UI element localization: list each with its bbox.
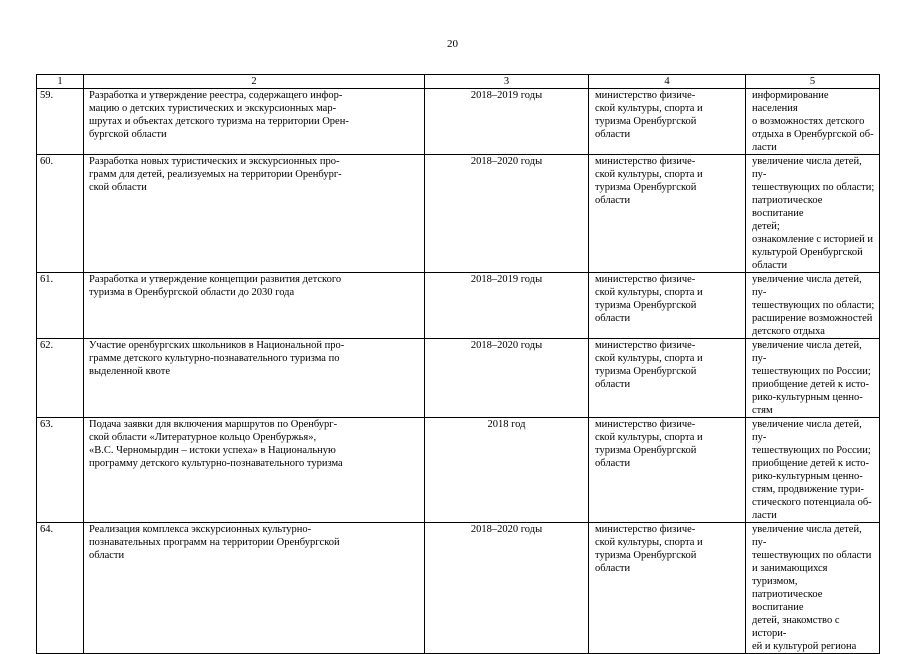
table-row (37, 523, 880, 654)
row-number: 59. (37, 89, 84, 155)
expected-result (746, 273, 880, 339)
column-number: 1 (37, 75, 84, 89)
implementation-period: 2018 год (425, 418, 589, 523)
responsible-executor-line: ской культуры, спорта и (595, 287, 703, 298)
responsible-executor-line: министерство физиче- (595, 419, 696, 430)
responsible-executor-line: области (595, 379, 631, 390)
responsible-executor-line: министерство физиче- (595, 156, 696, 167)
expected-result-line: тешествующих по области (752, 550, 872, 561)
row-number: 64. (37, 523, 84, 654)
expected-result-line: увеличение числа детей, пу- (752, 524, 862, 548)
responsible-executor (589, 273, 746, 339)
responsible-executor-line: области (595, 313, 631, 324)
measure-description-line: туризма в Оренбургской области до 2030 года (89, 287, 295, 298)
expected-result-line: ласти (752, 142, 777, 153)
expected-result-line: о возможностях детского (752, 116, 865, 127)
responsible-executor-line: области (595, 458, 631, 469)
expected-result-line: приобщение детей к исто- (752, 458, 870, 469)
expected-result-line: патриотическое воспитание (752, 589, 823, 613)
responsible-executor-line: области (595, 195, 631, 206)
expected-result-line: приобщение детей к исто- (752, 379, 870, 390)
expected-result-line: рико-культурным ценно- (752, 471, 863, 482)
expected-result-line: отдыха в Оренбургской об- (752, 129, 874, 140)
expected-result-line: ласти (752, 510, 777, 521)
measure-description-line: Разработка новых туристических и экскурсионных про- (89, 156, 340, 167)
expected-result-line: стям (752, 405, 773, 416)
expected-result-line: информирование населения (752, 90, 829, 114)
measure-description-line: ской области (89, 182, 147, 193)
measure-description (84, 418, 425, 523)
expected-result (746, 418, 880, 523)
expected-result (746, 155, 880, 273)
expected-result-line: ознакомление с историей и (752, 234, 874, 245)
expected-result-line: рико-культурным ценно- (752, 392, 863, 403)
responsible-executor-line: туризма Оренбургской (595, 182, 697, 193)
expected-result-line: тешествующих по России; (752, 366, 871, 377)
measure-description-line: грамме детского культурно-познавательного туризма по (89, 353, 340, 364)
expected-result-line: стям, продвижение тури- (752, 484, 864, 495)
responsible-executor (589, 523, 746, 654)
column-number: 3 (425, 75, 589, 89)
measure-description-line: программу детского культурно-познавательного туризма (89, 458, 343, 469)
responsible-executor-line: министерство физиче- (595, 90, 696, 101)
table-row (37, 418, 880, 523)
expected-result (746, 523, 880, 654)
responsible-executor-line: области (595, 129, 631, 140)
measure-description-line: выделенной квоте (89, 366, 170, 377)
implementation-period: 2018–2020 годы (425, 523, 589, 654)
implementation-period: 2018–2019 годы (425, 273, 589, 339)
measure-description (84, 155, 425, 273)
implementation-period: 2018–2020 годы (425, 339, 589, 418)
table-row (37, 273, 880, 339)
row-number: 63. (37, 418, 84, 523)
expected-result-line: увеличение числа детей, пу- (752, 156, 862, 180)
measure-description-line: ской области «Литературное кольцо Оренбуржья», (89, 432, 317, 443)
measure-description-line: грамм для детей, реализуемых на территории Оренбург- (89, 169, 342, 180)
column-number-row (37, 75, 880, 89)
table-row (37, 339, 880, 418)
measure-description-line: «В.С. Черномырдин – истоки успеха» в Национальную (89, 445, 336, 456)
expected-result-line: области (752, 260, 788, 271)
measures-table (36, 74, 880, 654)
responsible-executor (589, 89, 746, 155)
measure-description (84, 273, 425, 339)
measure-description (84, 339, 425, 418)
measure-description-line: Участие оренбургских школьников в Национальной про- (89, 340, 345, 351)
table-row (37, 89, 880, 155)
expected-result (746, 89, 880, 155)
responsible-executor (589, 155, 746, 273)
responsible-executor-line: области (595, 563, 631, 574)
measure-description (84, 523, 425, 654)
responsible-executor (589, 339, 746, 418)
measure-description (84, 89, 425, 155)
measure-description-line: Разработка и утверждение реестра, содержащего инфор- (89, 90, 343, 101)
expected-result-line: культурой Оренбургской (752, 247, 863, 258)
expected-result-line: увеличение числа детей, пу- (752, 274, 862, 298)
responsible-executor-line: ской культуры, спорта и (595, 537, 703, 548)
expected-result-line: тешествующих по России; (752, 445, 871, 456)
expected-result-line: и занимающихся туризмом, (752, 563, 828, 587)
page-number: 20 (447, 38, 458, 50)
expected-result-line: детского отдыха (752, 326, 825, 337)
measure-description-line: мацию о детских туристических и экскурсионных мар- (89, 103, 337, 114)
implementation-period: 2018–2019 годы (425, 89, 589, 155)
expected-result-line: увеличение числа детей, пу- (752, 340, 862, 364)
column-number: 5 (746, 75, 880, 89)
expected-result-line: тешествующих по области; (752, 300, 875, 311)
measure-description-line: Реализация комплекса экскурсионных культурно- (89, 524, 312, 535)
measure-description-line: бургской области (89, 129, 167, 140)
responsible-executor (589, 418, 746, 523)
responsible-executor-line: туризма Оренбургской (595, 550, 697, 561)
responsible-executor-line: туризма Оренбургской (595, 116, 697, 127)
table-row (37, 155, 880, 273)
responsible-executor-line: министерство физиче- (595, 524, 696, 535)
measure-description-line: области (89, 550, 125, 561)
expected-result-line: ей и культурой региона (752, 641, 857, 652)
column-number: 2 (84, 75, 425, 89)
row-number: 60. (37, 155, 84, 273)
responsible-executor-line: ской культуры, спорта и (595, 169, 703, 180)
expected-result (746, 339, 880, 418)
responsible-executor-line: ской культуры, спорта и (595, 103, 703, 114)
implementation-period: 2018–2020 годы (425, 155, 589, 273)
expected-result-line: стического потенциала об- (752, 497, 872, 508)
responsible-executor-line: ской культуры, спорта и (595, 353, 703, 364)
responsible-executor-line: туризма Оренбургской (595, 366, 697, 377)
responsible-executor-line: ской культуры, спорта и (595, 432, 703, 443)
expected-result-line: расширение возможностей (752, 313, 873, 324)
expected-result-line: увеличение числа детей, пу- (752, 419, 862, 443)
expected-result-line: детей; (752, 221, 780, 232)
expected-result-line: патриотическое воспитание (752, 195, 823, 219)
responsible-executor-line: министерство физиче- (595, 274, 696, 285)
measure-description-line: Подача заявки для включения маршрутов по Оренбург- (89, 419, 338, 430)
measure-description-line: Разработка и утверждение концепции развития детского (89, 274, 342, 285)
expected-result-line: детей, знакомство с истори- (752, 615, 840, 639)
measure-description-line: шрутах и объектах детского туризма на территории Орен- (89, 116, 349, 127)
column-number: 4 (589, 75, 746, 89)
row-number: 62. (37, 339, 84, 418)
expected-result-line: тешествующих по области; (752, 182, 875, 193)
responsible-executor-line: министерство физиче- (595, 340, 696, 351)
responsible-executor-line: туризма Оренбургской (595, 445, 697, 456)
measure-description-line: познавательных программ на территории Оренбургской (89, 537, 340, 548)
responsible-executor-line: туризма Оренбургской (595, 300, 697, 311)
row-number: 61. (37, 273, 84, 339)
